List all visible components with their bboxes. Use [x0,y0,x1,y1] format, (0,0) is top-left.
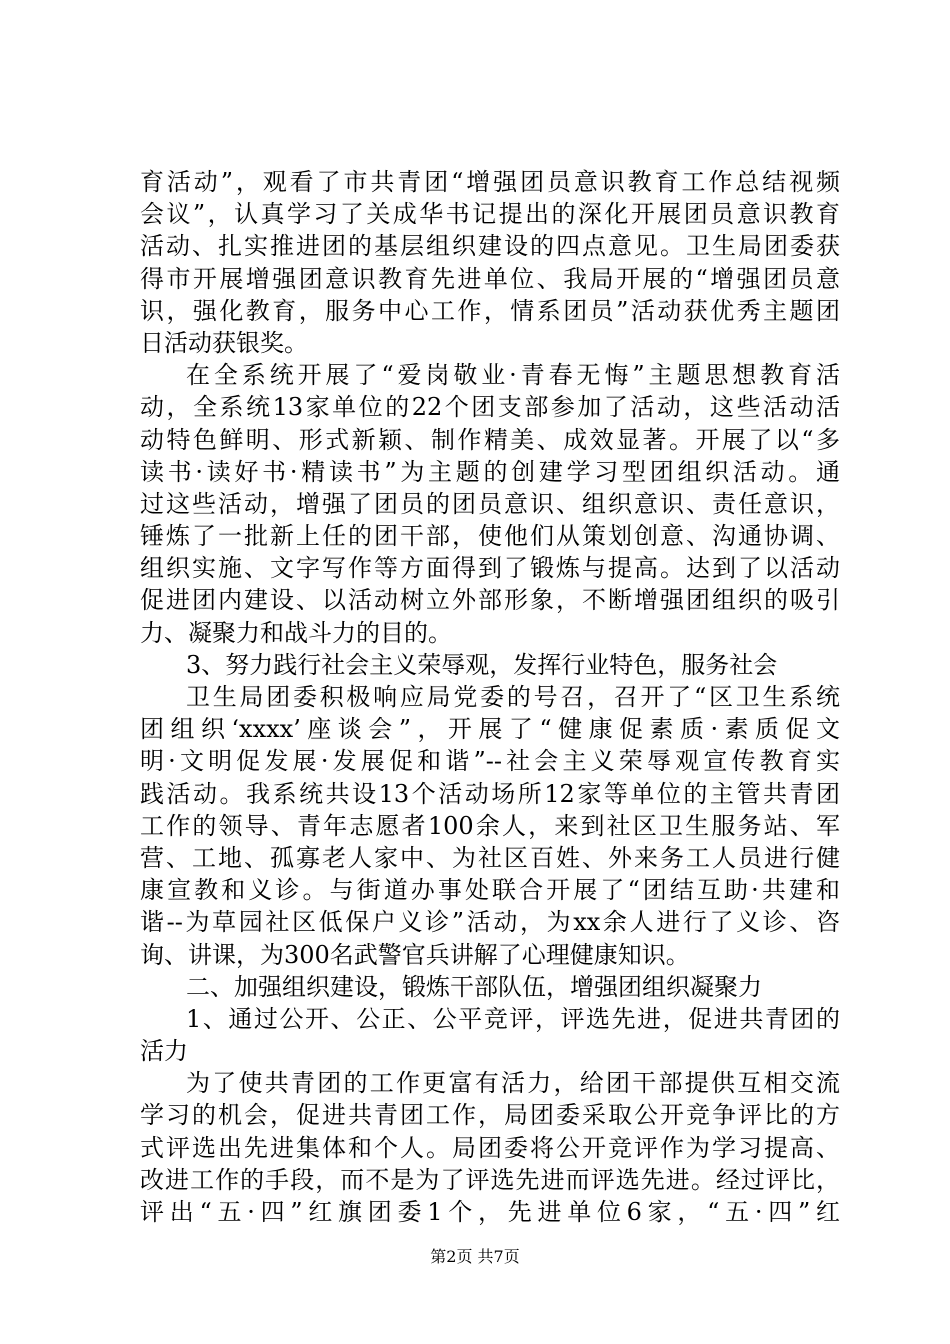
text-line: 评出“五·四”红旗团委1个，先进单位6家，“五·四”红 [140,1198,840,1226]
text-line: 得市开展增强团意识教育先进单位、我局开展的“增强团员意 [140,264,840,293]
text-line: 组织实施、文字写作等方面得到了锻炼与提高。达到了以活动 [140,554,840,583]
paragraph-first-line: 卫生局团委积极响应局党委的号召，召开了“区卫生系统 [186,683,840,711]
section-heading: 3、努力践行社会主义荣辱观，发挥行业特色，服务社会 [186,650,778,679]
text-line: 践活动。我系统共设13个活动场所12家等单位的主管共青团 [140,779,840,808]
subsection-heading: 1、通过公开、公正、公平竞评，评选先进，促进共青团的 [186,1004,840,1033]
text-line: 促进团内建设、以活动树立外部形象，不断增强团组织的吸引 [140,586,840,615]
subsection-heading-continuation: 活力 [140,1037,188,1066]
text-line: 识，强化教育，服务中心工作，情系团员”活动获优秀主题团 [140,296,840,325]
text-line: 读书·读好书·精读书”为主题的创建学习型团组织活动。通 [140,457,840,486]
text-line: 动特色鲜明、形式新颖、制作精美、成效显著。开展了以“多 [140,425,840,454]
section-heading: 二、加强组织建设，锻炼干部队伍，增强团组织凝聚力 [186,972,762,1001]
text-line: 动，全系统13家单位的22个团支部参加了活动，这些活动活 [140,393,840,422]
text-line: 询、讲课，为300名武警官兵讲解了心理健康知识。 [140,940,690,969]
text-line: 营、工地、孤寡老人家中、为社区百姓、外来务工人员进行健 [140,843,840,872]
text-line: 改进工作的手段，而不是为了评选先进而评选先进。经过评比， [140,1165,840,1194]
text-line: 康宣教和义诊。与街道办事处联合开展了“团结互助·共建和 [140,876,840,905]
text-line: 活动、扎实推进团的基层组织建设的四点意见。卫生局团委获 [140,232,840,261]
document-body [140,166,840,1228]
page-number-footer: 第2页 共7页 [430,1247,520,1266]
paragraph-first-line: 在全系统开展了“爱岗敬业·青春无悔”主题思想教育活 [186,361,840,390]
text-line: 力、凝聚力和战斗力的目的。 [140,618,452,647]
text-line: 会议”，认真学习了关成华书记提出的深化开展团员意识教育 [140,200,840,229]
text-line: 学习的机会，促进共青团工作，局团委采取公开竞争评比的方 [140,1101,840,1130]
text-line: 育活动”，观看了市共青团“增强团员意识教育工作总结视频 [140,168,840,196]
text-line: 锤炼了一批新上任的团干部，使他们从策划创意、沟通协调、 [140,522,840,551]
text-line: 团组织‘xxxx’座谈会”，开展了“健康促素质·素质促文 [140,715,840,744]
paragraph-first-line: 为了使共青团的工作更富有活力，给团干部提供互相交流 [186,1069,840,1098]
text-line: 过这些活动，增强了团员的团员意识、组织意识、责任意识， [140,489,840,518]
text-line: 式评选出先进集体和个人。局团委将公开竞评作为学习提高、 [140,1133,840,1162]
text-line: 日活动获银奖。 [140,328,308,357]
text-line: 工作的领导、青年志愿者100余人，来到社区卫生服务站、军 [140,811,840,840]
text-line: 谐--为草园社区低保户义诊”活动，为xx余人进行了义诊、咨 [140,908,840,937]
text-line: 明·文明促发展·发展促和谐”--社会主义荣辱观宣传教育实 [140,747,840,776]
